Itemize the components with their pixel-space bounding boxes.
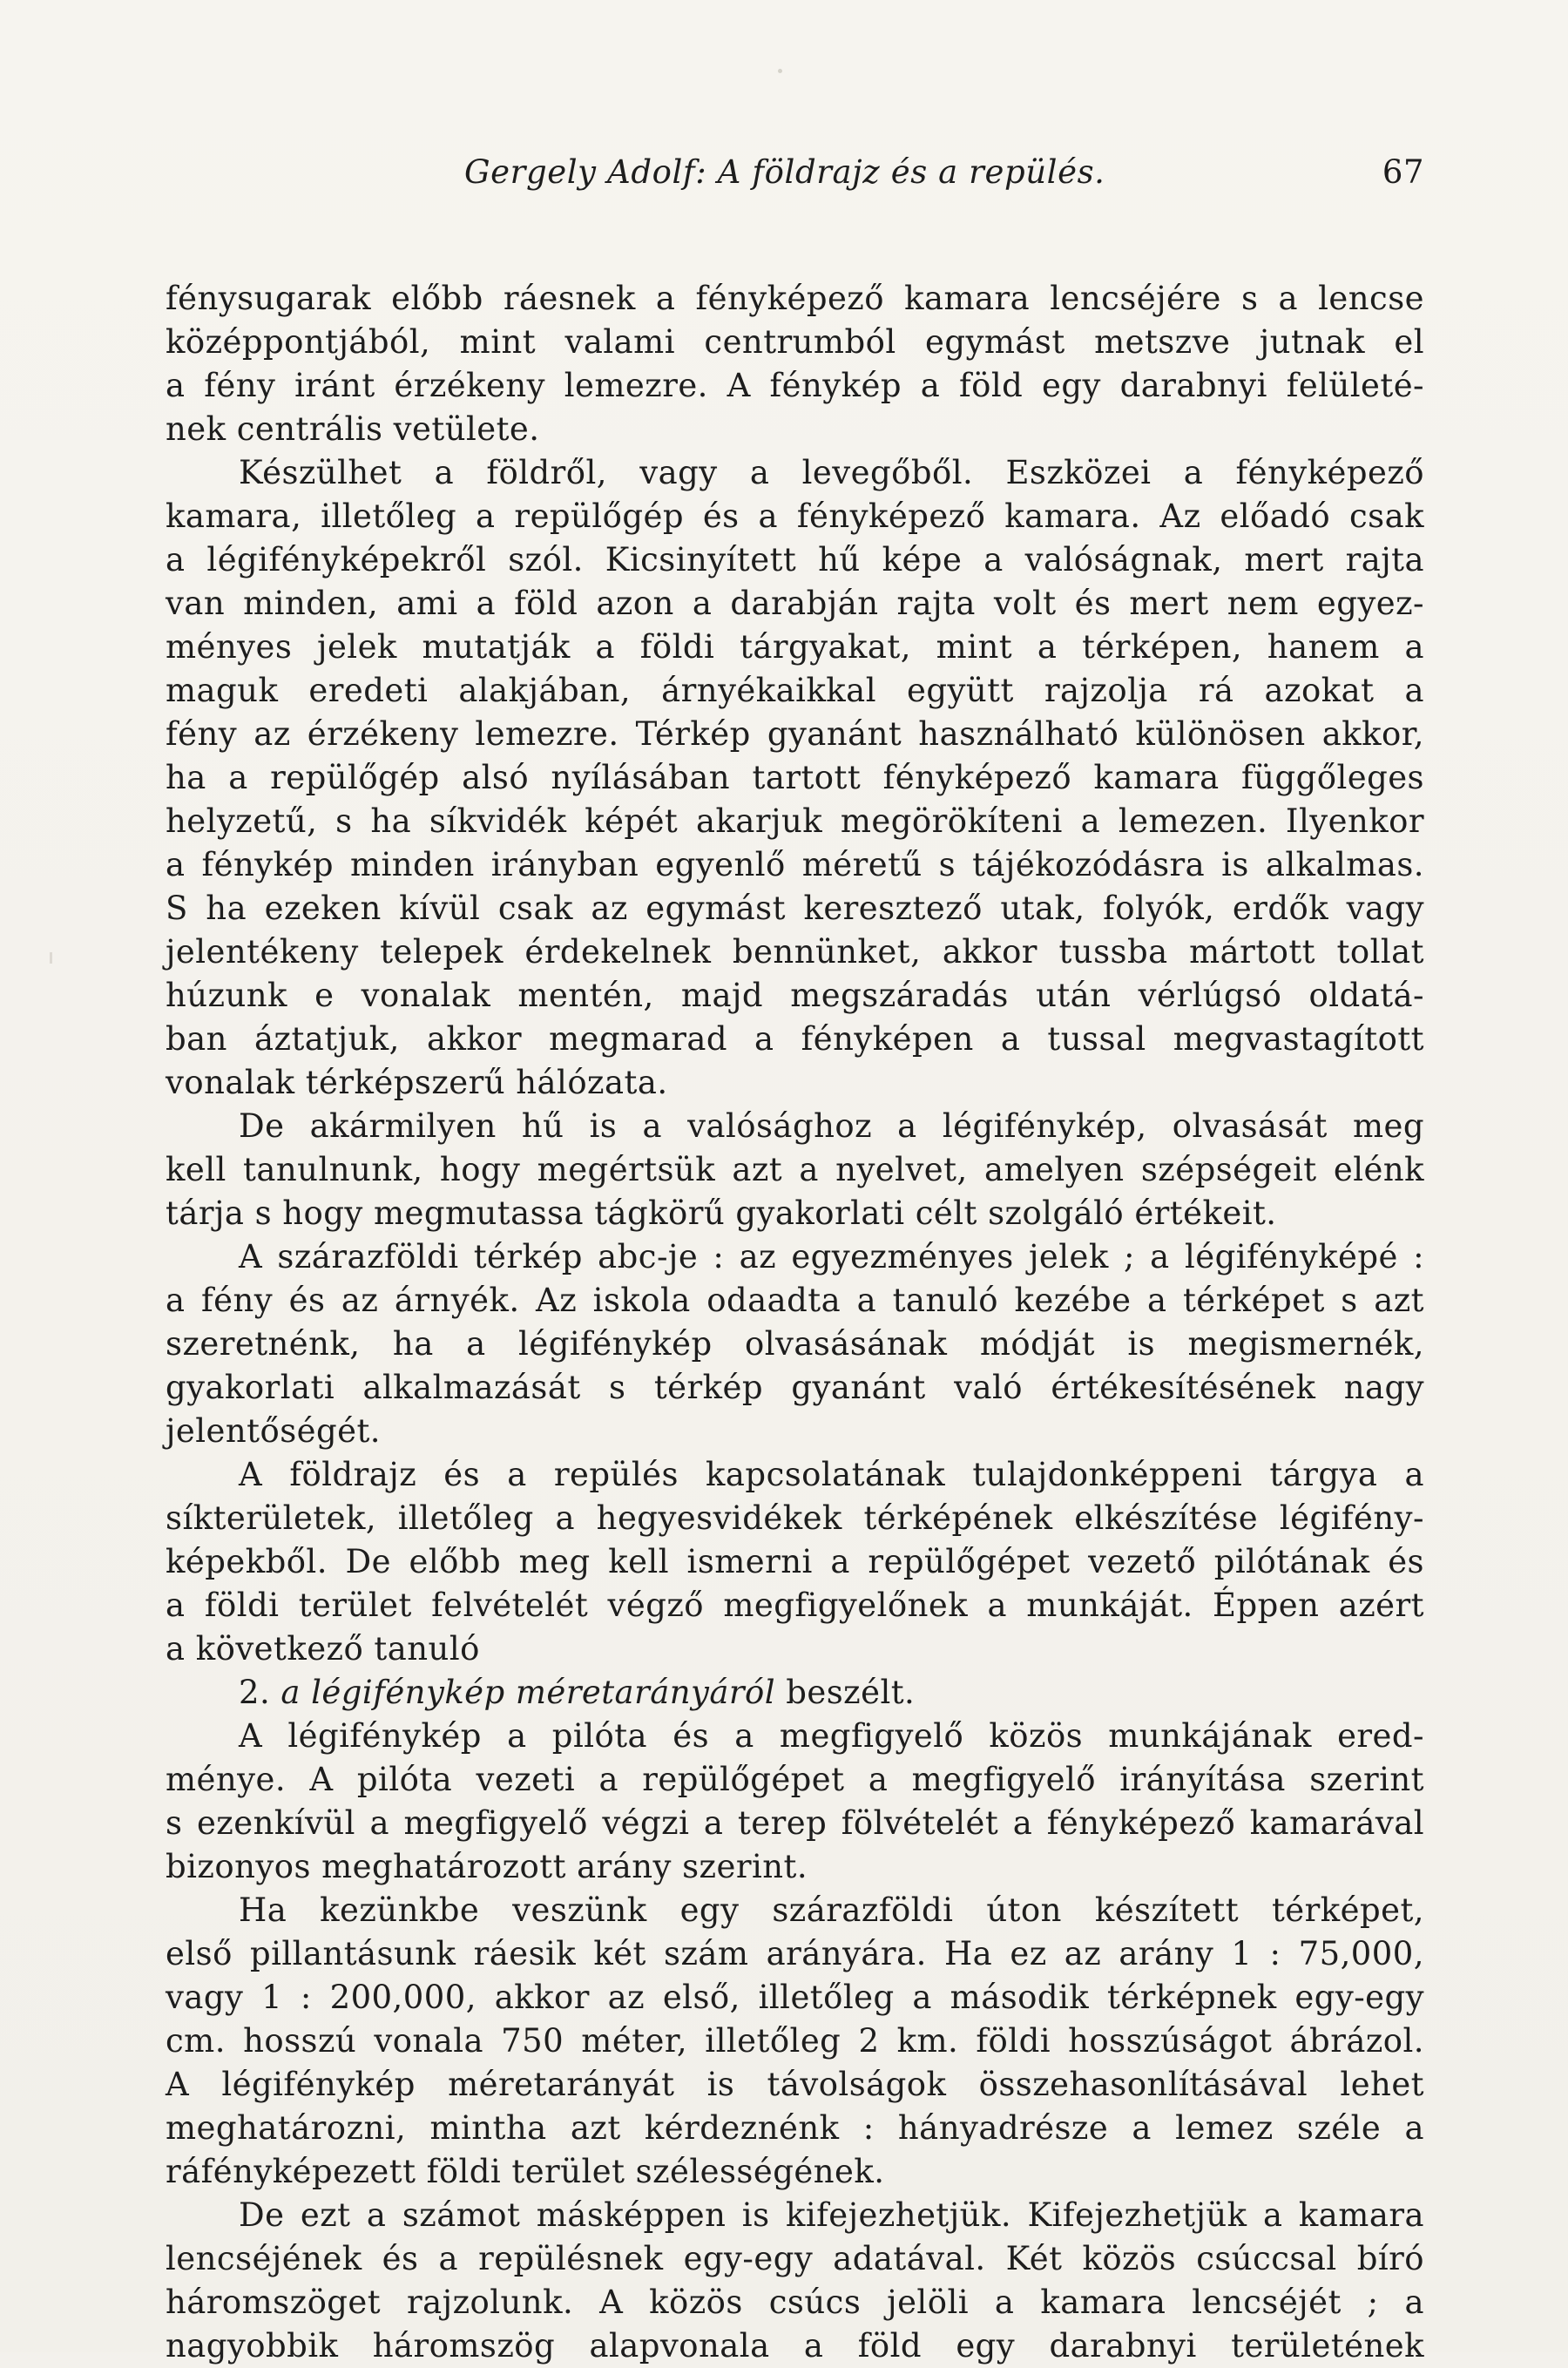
body-text	[166, 277, 1424, 2365]
text-line: ményes jelek mutatják a földi tárgyakat, mint a térképen, hanem a	[166, 628, 1424, 666]
text-line: maguk eredeti alakjában, árnyékaikkal együtt rajzolja rá azokat a	[166, 672, 1424, 709]
text-line: a fénykép minden irányban egyenlő méretű s tájékozódásra is alkalmas.	[166, 846, 1424, 883]
running-title: Gergely Adolf: A földrajz és a repülés.	[464, 153, 1105, 191]
text-line: bizonyos meghatározott arány szerint.	[166, 1848, 808, 1885]
text-line: fénysugarak előbb ráesnek a fényképező kamara lencséjére s a lencse	[166, 280, 1424, 317]
text-line: középpontjából, mint valami centrumból egymást metszve jutnak el	[166, 323, 1424, 361]
text-line: a fény iránt érzékeny lemezre. A fénykép a föld egy darabnyi felületé-	[166, 367, 1424, 404]
text-line: háromszöget rajzolunk. A közös csúcs jelöli a kamara lencséjét ; a	[166, 2283, 1424, 2321]
text-line: fény az érzékeny lemezre. Térkép gyanánt használható különösen akkor,	[166, 715, 1424, 753]
text-line: cm. hosszú vonala 750 méter, illetőleg 2 km. földi hosszúságot ábrázol.	[166, 2022, 1424, 2060]
text-line: tárja s hogy megmutassa tágkörű gyakorlati célt szolgáló értékeit.	[166, 1194, 1277, 1232]
text-line: a fény és az árnyék. Az iskola odaadta a tanuló kezébe a térképet s azt	[166, 1282, 1424, 1319]
text-line: helyzetű, s ha síkvidék képét akarjuk megörökíteni a lemezen. Ilyenkor	[166, 802, 1424, 840]
text-line: A légifénykép méretarányát is távolságok összehasonlításával lehet	[166, 2066, 1424, 2103]
text-line: S ha ezeken kívül csak az egymást keresztező utak, folyók, erdők vagy	[166, 890, 1424, 927]
text-line: lencséjének és a repülésnek egy-egy adatával. Két közös csúccsal bíró	[166, 2240, 1424, 2277]
text-line: ráfényképezett földi terület szélességének.	[166, 2153, 885, 2190]
text-line: nagyobbik háromszög alapvonala a föld egy darabnyi területének	[166, 2327, 1424, 2365]
text-line: jelentékeny telepek érdekelnek bennünket, akkor tussba mártott tollat	[166, 933, 1424, 971]
text-line: szeretnénk, ha a légifénykép olvasásának módját is megismernék,	[166, 1325, 1424, 1363]
text-line: képekből. De előbb meg kell ismerni a repülőgépet vezető pilótának és	[166, 1543, 1424, 1580]
text-line: a légifényképekről szól. Kicsinyített hű képe a valóságnak, mert rajta	[166, 541, 1424, 578]
paragraph-first-line: A légifénykép a pilóta és a megfigyelő közös munkájának ered-	[239, 1717, 1424, 1755]
section-heading-line	[166, 1671, 1424, 1715]
text-line: vagy 1 : 200,000, akkor az első, illetőleg a második térképnek egy-egy	[166, 1979, 1424, 2016]
text-line: síkterületek, illetőleg a hegyesvidékek térképének elkészítése légifény-	[166, 1499, 1424, 1537]
section-number: 2.	[239, 1674, 271, 1711]
text-line: gyakorlati alkalmazását s térkép gyanánt való értékesítésének nagy	[166, 1369, 1424, 1406]
section-title-italic: a légifénykép méretarányáról	[280, 1674, 776, 1711]
text-line: meghatározni, mintha azt kérdeznénk : hányadrésze a lemez széle a	[166, 2109, 1424, 2147]
page-header	[166, 146, 1424, 199]
margin-speck	[50, 952, 52, 964]
text-line: a földi terület felvételét végző megfigyelőnek a munkáját. Éppen azért	[166, 1587, 1424, 1624]
text-line: jelentőségét.	[166, 1412, 382, 1450]
paper-speck	[778, 69, 782, 73]
text-line: kell tanulnunk, hogy megértsük azt a nyelvet, amelyen szépségeit elénk	[166, 1151, 1424, 1188]
paragraph-first-line: De ezt a számot másképpen is kifejezhetjük. Kifejezhetjük a kamara	[239, 2196, 1424, 2234]
paragraph-first-line: Ha kezünkbe veszünk egy szárazföldi úton készített térképet,	[239, 1891, 1424, 1929]
text-line: első pillantásunk ráesik két szám arányára. Ha ez az arány 1 : 75,000,	[166, 1935, 1424, 1972]
page-number: 67	[1382, 153, 1424, 191]
text-line: ménye. A pilóta vezeti a repülőgépet a megfigyelő irányítása szerint	[166, 1761, 1424, 1798]
text-line: nek centrális vetülete.	[166, 410, 540, 448]
text-line: s ezenkívül a megfigyelő végzi a terep fölvételét a fényképező kamarával	[166, 1804, 1424, 1842]
paragraph-first-line: A földrajz és a repülés kapcsolatának tulajdonképpeni tárgya a	[239, 1456, 1424, 1493]
paragraph-first-line: A szárazföldi térkép abc-je : az egyezményes jelek ; a légifényképé :	[239, 1238, 1424, 1275]
text-line: ban áztatjuk, akkor megmarad a fényképen a tussal megvastagított	[166, 1020, 1424, 1058]
text-line: van minden, ami a föld azon a darabján rajta volt és mert nem egyez-	[166, 585, 1424, 622]
text-line: kamara, illetőleg a repülőgép és a fényképező kamara. Az előadó csak	[166, 497, 1424, 535]
text-line: vonalak térképszerű hálózata.	[166, 1064, 668, 1101]
text-line: a következő tanuló	[166, 1630, 480, 1668]
paragraph-first-line: Készülhet a földről, vagy a levegőből. Eszközei a fényképező	[239, 454, 1424, 491]
text-line: ha a repülőgép alsó nyílásában tartott fényképező kamara függőleges	[166, 759, 1424, 796]
text-line: húzunk e vonalak mentén, majd megszáradás után vérlúgsó oldatá-	[166, 977, 1424, 1014]
section-heading-rest: beszélt.	[786, 1674, 916, 1711]
paragraph-first-line: De akármilyen hű is a valósághoz a légifénykép, olvasását meg	[239, 1107, 1424, 1145]
